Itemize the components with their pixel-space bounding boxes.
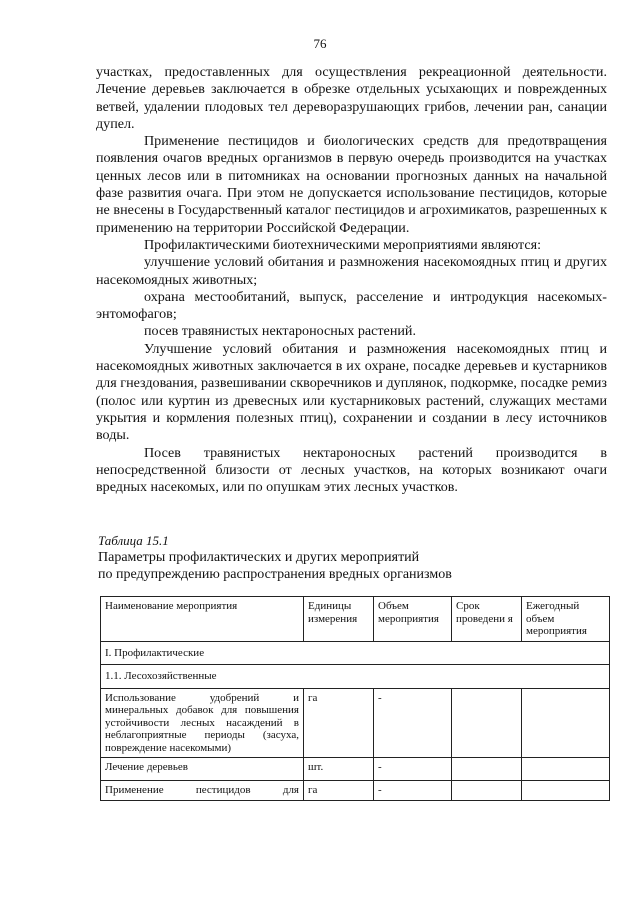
cell-unit: шт. bbox=[304, 758, 374, 781]
cell-term bbox=[452, 688, 522, 758]
table-section-row bbox=[101, 665, 610, 689]
paragraph: Улучшение условий обитания и размножения насекомоядных птиц и насекомоядных животных заключается в их охране, посадке деревьев и кустарников для гнездования, развешивании скворечников и дуплянок, подкормке, посадке ремиз (полос или куртин из древесных или кустарниковых растений, служащих местами укрытия и кормления полезных птиц), сохранении и создании в лесу источников воды. bbox=[96, 340, 607, 444]
column-header: Наименование мероприятия bbox=[101, 597, 304, 642]
table-title bbox=[98, 549, 598, 583]
paragraph: Профилактическими биотехническими мероприятиями являются: bbox=[144, 236, 542, 253]
column-header: Ежегодный объем мероприятия bbox=[522, 597, 610, 642]
cell-name: Лечение деревьев bbox=[101, 758, 304, 781]
table-title-line: Параметры профилактических и других мероприятий bbox=[98, 550, 420, 565]
list-item: охрана местообитаний, выпуск, расселение и интродукция насекомых-энтомофагов; bbox=[96, 288, 607, 323]
column-header: Срок проведени я bbox=[452, 597, 522, 642]
paragraph: Посев травянистых нектароносных растений производится в непосредственной близости от лесных участков, на которых возникают очаги вредных насекомых, или по опушкам этих лесных участков. bbox=[96, 444, 607, 496]
cell-term bbox=[452, 758, 522, 781]
column-header: Объем мероприятия bbox=[374, 597, 452, 642]
body-text bbox=[96, 64, 607, 496]
cell-volume: - bbox=[374, 688, 452, 758]
table-title-line: по предупреждению распространения вредных организмов bbox=[98, 567, 452, 582]
cell-unit: га bbox=[304, 688, 374, 758]
table-row bbox=[101, 758, 610, 781]
column-header: Единицы измерения bbox=[304, 597, 374, 642]
cell-annual bbox=[522, 758, 610, 781]
table-header-row bbox=[101, 597, 610, 642]
cell-annual bbox=[522, 688, 610, 758]
subsection-heading: 1.1. Лесохозяйственные bbox=[101, 665, 610, 689]
table-label: Таблица 15.1 bbox=[98, 533, 169, 548]
section-heading: I. Профилактические bbox=[101, 641, 610, 665]
cell-volume: - bbox=[374, 758, 452, 781]
table-row bbox=[101, 781, 610, 801]
cell-volume: - bbox=[374, 781, 452, 801]
list-item: посев травянистых нектароносных растений. bbox=[144, 323, 416, 340]
page-number: 76 bbox=[313, 36, 327, 51]
table-row bbox=[101, 688, 610, 758]
cell-unit: га bbox=[304, 781, 374, 801]
paragraph: участках, предоставленных для осуществления рекреационной деятельности. Лечение деревьев заключается в обрезке отдельных усыхающих и поврежденных ветвей, удалении плодовых тел дереворазрушающих грибов, лечении ран, санации дупел. bbox=[96, 64, 607, 132]
cell-name: Применение пестицидов для bbox=[101, 781, 304, 801]
table-section-row bbox=[101, 641, 610, 665]
cell-term bbox=[452, 781, 522, 801]
cell-annual bbox=[522, 781, 610, 801]
cell-name: Использование удобрений и минеральных добавок для повышения устойчивости лесных насаждений в неблагоприятные периоды (засуха, повреждение насекомыми) bbox=[101, 688, 304, 758]
paragraph: Применение пестицидов и биологических средств для предотвращения появления очагов вредных организмов в первую очередь производится на участках ценных лесов или в питомниках на основании прогнозных данных на начальной фазе развития очага. При этом не допускается использование пестицидов, которые не внесены в Государственный каталог пестицидов и агрохимикатов, разрешенных к применению на территории Российской Федерации. bbox=[96, 133, 607, 236]
parameters-table bbox=[100, 596, 610, 801]
list-item: улучшение условий обитания и размножения насекомоядных птиц и других насекомоядных животных; bbox=[96, 254, 607, 288]
